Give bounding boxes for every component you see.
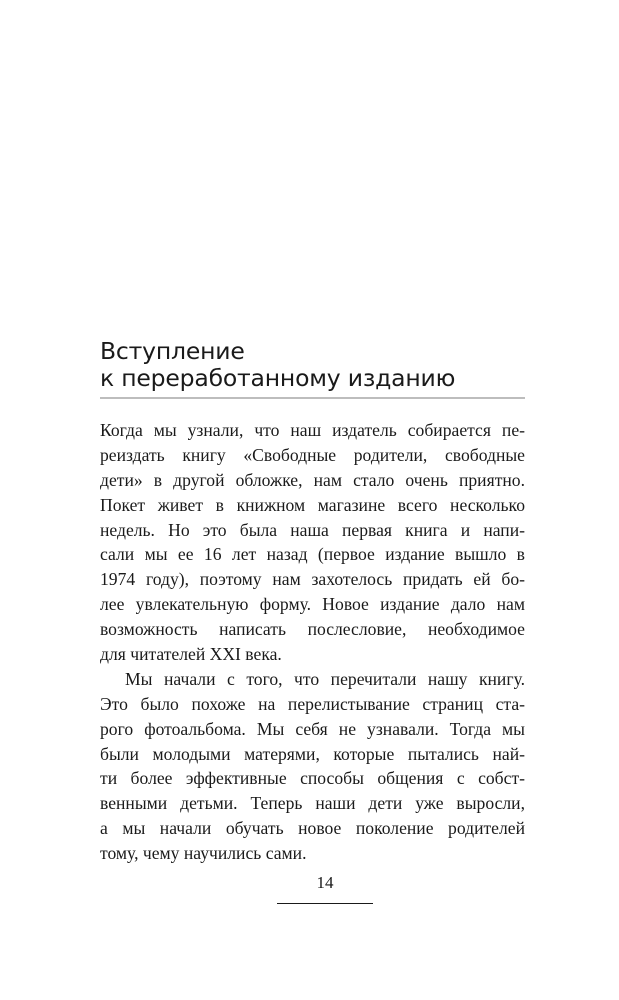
text-line: рого фотоальбома. Мы себя не узнавали. Тогда мы [100, 718, 525, 739]
text-line: тому, чему научились сами. [100, 843, 307, 864]
text-line: возможность написать послесловие, необходимое [100, 619, 525, 640]
text-line: недель. Но это была наша первая книга и напи- [100, 519, 525, 540]
text-line: лее увлекательную форму. Новое издание дало нам [100, 594, 525, 615]
text-line: для читателей XXI века. [100, 644, 282, 665]
text-line: были молодыми матерями, которые пытались най- [100, 743, 525, 764]
text-line: 1974 году), поэтому нам захотелось придать ей бо- [100, 569, 525, 590]
page-number-rule [277, 903, 373, 904]
chapter-heading [100, 338, 525, 392]
text-line: Когда мы узнали, что наш издатель собирается пе- [100, 420, 525, 440]
text-line: Это было похоже на перелистывание страниц ста- [100, 693, 525, 714]
chapter-heading-line: Вступление [100, 337, 245, 365]
text-line: Покет живет в книжном магазине всего несколько [100, 494, 525, 515]
page-number: 14 [316, 873, 334, 892]
heading-underline-rule [100, 397, 525, 399]
text-line: реиздать книгу «Свободные родители, свободные [100, 444, 525, 465]
text-line: ти более эффективные способы общения с собст- [100, 768, 525, 789]
chapter-heading-line: к переработанному изданию [100, 364, 456, 392]
body-text [100, 418, 525, 866]
text-line: а мы начали обучать новое поколение родителей [100, 818, 525, 839]
text-line: дети» в другой обложке, нам стало очень приятно. [100, 469, 525, 490]
text-line: сали мы ее 16 лет назад (первое издание вышло в [100, 544, 525, 565]
text-line: Мы начали с того, что перечитали нашу книгу. [125, 668, 525, 689]
text-line: венными детьми. Теперь наши дети уже выросли, [100, 793, 525, 814]
